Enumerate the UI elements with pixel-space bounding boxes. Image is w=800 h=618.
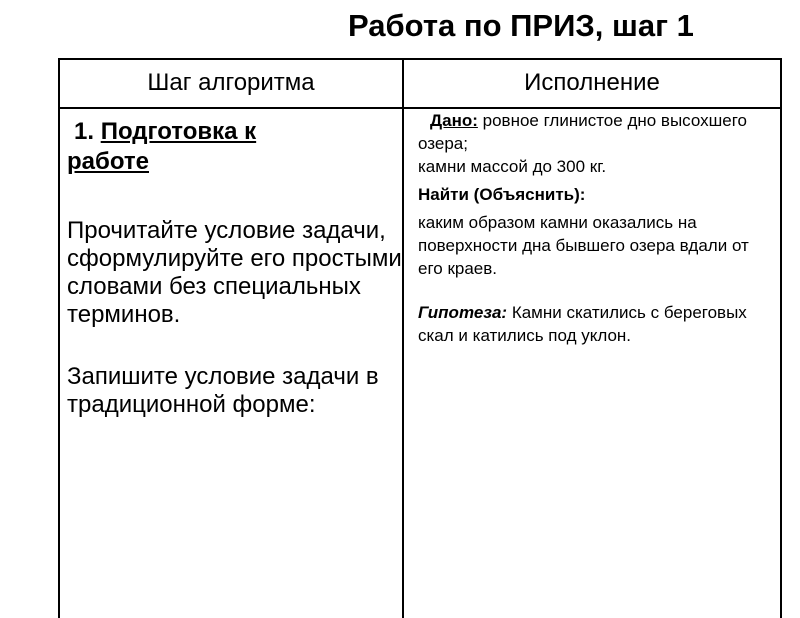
execution-cell <box>418 109 773 347</box>
given-block <box>418 109 773 155</box>
hypothesis-label: Гипотеза: <box>418 303 508 322</box>
find-label: Найти (Объяснить): <box>418 185 586 204</box>
slide-title: Работа по ПРИЗ, шаг 1 <box>348 8 694 43</box>
header-step: Шаг алгоритма <box>147 69 315 96</box>
algorithm-table <box>58 58 782 618</box>
step-cell <box>67 109 403 419</box>
hypothesis-block <box>418 301 773 347</box>
given-text-2: камни массой до 300 кг. <box>418 157 607 176</box>
given-text-1: ровное глинистое дно высохшего озера; <box>418 111 748 153</box>
table-right-border <box>780 58 782 618</box>
step-title-line2: работе <box>67 148 149 175</box>
find-text: каким образом камни оказались на поверхности дна бывшего озера вдали от его краев. <box>418 213 749 278</box>
hypothesis-text: Камни скатились с береговых скал и катились под уклон. <box>418 303 747 345</box>
step-number: 1. <box>74 118 95 145</box>
instruction-read: Прочитайте условие задачи, сформулируйте его простыми словами без специальных терминов. <box>67 217 402 328</box>
instruction-write: Запишите условие задачи в традиционной форме: <box>67 363 379 418</box>
given-label: Дано: <box>430 111 478 130</box>
table-left-border <box>58 58 60 618</box>
step-heading <box>67 117 403 177</box>
step-title-line1: Подготовка к <box>100 118 257 145</box>
header-execution: Исполнение <box>524 69 660 96</box>
